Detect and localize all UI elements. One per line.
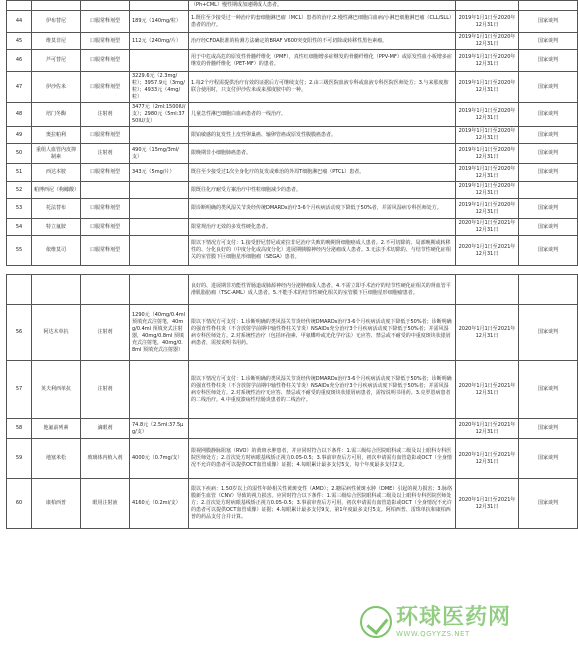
remark-cell: 国家谈判 <box>519 479 578 529</box>
payment-scope-cell: 限以下情况方可支付：1.诊断明确的类风湿关节炎经传统DMARDs治疗3-6个月疾病活动度下降低于50%者；诊断明确的强直性脊柱炎（不含放射学前期中轴性脊柱关节炎）NSAIDs充分治疗3个月疾病活动度下降低于50%者；并需风湿病专科医师处方。2.对系统性治疗（包括环孢素、甲氨蝶呤或光化学疗法）无应答、禁忌或不耐受的中重度斑块状银屑病患者，需按说明书用药。 <box>189 305 456 361</box>
row-number-cell: 46 <box>7 50 32 72</box>
payment-scope-cell: 限铂敏感的复发性上皮性卵巢癌、输卵管癌或原发性腹膜癌患者。 <box>189 127 456 144</box>
dosage-form-cell: 口服常释剂型 <box>81 72 130 103</box>
payment-price-cell: 4160元（0.2ml/支） <box>130 479 189 529</box>
payment-scope-cell: 限以下情况方可支付：1.接受舒尼替尼或索拉非尼治疗失败的晚期肾细胞癌成人患者。2.不可切除的、局部晚期或转移性的、分化良好的（中度分化或高度分化）进展期胰腺神经内分泌瘤成人患者。3.无法手术切除的、与结节性硬化症相关的室管膜下巨细胞星形细胞瘤（SEGA）患者。 <box>189 236 456 266</box>
row-number-cell: 44 <box>7 11 32 33</box>
table-row <box>7 11 578 33</box>
payment-price-cell: 4000元（0.7mg/支） <box>130 439 189 479</box>
remark-cell: 国家谈判 <box>519 11 578 33</box>
dosage-form-cell <box>81 182 130 199</box>
dosage-form-cell: 口服常释剂型 <box>81 50 130 72</box>
remark-cell <box>519 182 578 199</box>
payment-scope-cell: 限既往化疗耐受方案治疗中性粒细胞减少的患者。 <box>189 182 456 199</box>
agreement-term-cell: 2020年1月1日至2021年12月31日 <box>456 219 519 236</box>
table-row <box>7 305 578 361</box>
watermark <box>360 606 536 640</box>
dosage-form-cell <box>81 275 130 305</box>
drug-name-cell: 他氟前列素 <box>32 419 81 439</box>
payment-price-cell <box>130 50 189 72</box>
remark-cell: 国家谈判 <box>519 127 578 144</box>
table-row <box>7 199 578 219</box>
dosage-form-cell: 注射剂 <box>81 144 130 164</box>
drug-name-cell: 帕博西尼（枸橼酸） <box>32 182 81 199</box>
table-row <box>7 479 578 529</box>
payment-price-cell: 1290元（40mg/0.4ml 预填充式注射笔，40mg/0.4ml 预填充式注射器，40mg/0.8ml 预填充式注射笔，40mg/0.8ml 预填充式注射器） <box>130 305 189 361</box>
remark-cell <box>519 275 578 305</box>
remark-cell: 国家谈判 <box>519 144 578 164</box>
remark-cell: 国家谈判 <box>519 419 578 439</box>
payment-price-cell <box>130 275 189 305</box>
agreement-term-cell: 2019年1月1日至2020年12月31日 <box>456 127 519 144</box>
row-number-cell: 58 <box>7 419 32 439</box>
table-row <box>7 33 578 50</box>
table-row <box>7 219 578 236</box>
payment-scope-cell: 儿童急性淋巴细胞白血病患者的一线治疗。 <box>189 103 456 127</box>
table-row <box>7 439 578 479</box>
agreement-term-cell: 2019年1月1日至2020年12月31日 <box>456 164 519 182</box>
row-number-cell: 48 <box>7 103 32 127</box>
remark-cell: 国家谈判 <box>519 72 578 103</box>
row-number-cell: 54 <box>7 219 32 236</box>
payment-scope-cell: 1.既往至少接受过一种治疗的套细胞淋巴瘤（MCL）患者的治疗;2.慢性淋巴细胞白血病/小淋巴细胞淋巴瘤（CLL/SLL）患者的治疗。 <box>189 11 456 33</box>
table-row <box>7 164 578 182</box>
drug-name-cell: 芦可替尼 <box>32 50 81 72</box>
agreement-term-cell: 2020年1月1日至2021年12月31日 <box>456 361 519 419</box>
dosage-form-cell: 口服常释剂型 <box>81 127 130 144</box>
agreement-term-cell: 2020年1月1日至2021年12月31日 <box>456 479 519 529</box>
remark-cell <box>519 1 578 11</box>
drug-name-cell: 重组人血管内皮抑制素 <box>32 144 81 164</box>
agreement-term-cell <box>456 275 519 305</box>
payment-price-cell: 189元（140mg/粒） <box>130 11 189 33</box>
payment-scope-cell: 治疗经CFDA批准的检测方法确定的BRAF V600突变阳性的不可切除或转移性黑色素瘤。 <box>189 33 456 50</box>
remark-cell: 国家谈判 <box>519 219 578 236</box>
agreement-term-cell: 2020年1月1日至2021年12月31日 <box>456 439 519 479</box>
payment-price-cell: 3477元（2ml:1500IU/支）；2980元（5ml:3750IU/支） <box>130 103 189 127</box>
table-row <box>7 50 578 72</box>
table-row <box>7 419 578 439</box>
document-page <box>6 0 558 646</box>
table-row <box>7 144 578 164</box>
payment-price-cell <box>130 182 189 199</box>
agreement-term-cell: 2020年1月1日至2021年12月31日 <box>456 419 519 439</box>
dosage-form-cell: 注射剂 <box>81 305 130 361</box>
watermark-text: 环球医药网 <box>396 605 512 630</box>
drug-name-cell: 维莫非尼 <box>32 33 81 50</box>
payment-scope-cell: 既往至少接受过1次全身化疗的复发或难治的外周T细胞淋巴瘤（PTCL）患者。 <box>189 164 456 182</box>
payment-scope-cell: 限晚期非小细胞肺癌患者。 <box>189 144 456 164</box>
drug-name-cell: 奥拉帕利 <box>32 127 81 144</box>
agreement-term-cell: 2019年1月1日至2020年12月31日 <box>456 103 519 127</box>
remark-cell: 国家谈判 <box>519 305 578 361</box>
agreement-term-cell: 2020年1月1日至2021年12月31日 <box>456 305 519 361</box>
drug-table-bottom <box>6 274 578 529</box>
row-number-cell: 51 <box>7 164 32 182</box>
payment-price-cell <box>130 1 189 11</box>
watermark-logo-icon <box>360 606 392 638</box>
row-number-cell <box>7 1 32 11</box>
drug-name-cell: 伊布替尼 <box>32 11 81 33</box>
dosage-form-cell: 口服常释剂型 <box>81 199 130 219</box>
table-row <box>7 103 578 127</box>
row-number-cell: 47 <box>7 72 32 103</box>
agreement-term-cell <box>456 1 519 11</box>
drug-name-cell: 特立氟胺 <box>32 219 81 236</box>
row-number-cell: 49 <box>7 127 32 144</box>
remark-cell: 国家谈判 <box>519 33 578 50</box>
payment-price-cell <box>130 127 189 144</box>
table-row <box>7 236 578 266</box>
payment-scope-cell: 限诊断明确的类风湿关节炎经传统DMARDs治疗3-6个月疾病活动度下降低于50%者，并需风湿病专科医师处方。 <box>189 199 456 219</box>
payment-price-cell: 112元（240mg/片） <box>130 33 189 50</box>
dosage-form-cell: 口服常释剂型 <box>81 11 130 33</box>
row-number-cell: 45 <box>7 33 32 50</box>
table-row <box>7 1 578 11</box>
payment-scope-cell: 限常规治疗无效的多发性硬化患者。 <box>189 219 456 236</box>
agreement-term-cell: 2019年1月1日至2020年12月31日 <box>456 50 519 72</box>
row-number-cell: 56 <box>7 305 32 361</box>
dosage-form-cell: 口服常释剂型 <box>81 164 130 182</box>
table-row <box>7 182 578 199</box>
payment-scope-cell: 限以下情况方可支付：1.诊断明确的类风湿关节炎经传统DMARDs治疗3-6个月疾病活动度下降低于50%者；诊断明确的强直性脊柱炎（不含放射学前期中轴性脊柱关节炎）NSAIDs充分治疗3个月疾病活动度下降低于50%者；并需风湿病专科医师处方。2.对系统性治疗无应答、禁忌或不耐受的重度斑块状银屑病患者，需按说明书用药。3.克罗恩病患者的二线治疗。4.中重度溃疡性结肠炎患者的二线治疗。 <box>189 361 456 419</box>
payment-price-cell: 74.8元（2.5ml:37.5μg/支） <box>130 419 189 439</box>
drug-name-cell: 康柏西普 <box>32 479 81 529</box>
payment-scope-cell <box>189 419 456 439</box>
payment-price-cell: 3229.6元（2.3mg/粒）；3957.9元（3mg/粒）；4933元（4mg/粒） <box>130 72 189 103</box>
dosage-form-cell <box>81 1 130 11</box>
row-number-cell: 52 <box>7 182 32 199</box>
payment-scope-cell: 用于中危或高危的原发性骨髓纤维化（PMF），真性红细胞增多症继发的骨髓纤维化（PPV-MF）或原发性血小板增多症继发的骨髓纤维化（PET-MF）的患者。 <box>189 50 456 72</box>
row-number-cell: 57 <box>7 361 32 419</box>
row-number-cell: 50 <box>7 144 32 164</box>
payment-price-cell <box>130 236 189 266</box>
table-row <box>7 127 578 144</box>
row-number-cell <box>7 275 32 305</box>
payment-scope-cell: 限视网膜静脉阻塞（RVO）的黄斑水肿患者，并应同时符合以下条件：1.需三级综合医院眼科或二级及以上眼科专科医院医师处方；2.首次处方时病眼基线矫正视力0.05-0.5；3.事前审查后方可用，初次申请需有血管造影或OCT（全身情况不允许的患者可以提供OCT血管成像）证据；4.每眼累计最多支付5支，每个年度最多支付2支。 <box>189 439 456 479</box>
agreement-term-cell: 2020年1月1日至2021年12月31日 <box>456 236 519 266</box>
table-row <box>7 361 578 419</box>
agreement-term-cell: 2019年1月1日至2020年12月31日 <box>456 33 519 50</box>
payment-scope-cell: 良好的、进展期非功能性胃肠道或肺源神经内分泌肿瘤成人患者。4.不需立即手术治疗的结节性硬化症相关的肾血管平滑肌脂肪瘤（TSC-AML）成人患者。5.不能手术的结节性硬化相关的室管膜下巨细胞星形细胞瘤患者。 <box>189 275 456 305</box>
payment-price-cell <box>130 219 189 236</box>
drug-name-cell: 英夫利西单抗 <box>32 361 81 419</box>
row-number-cell: 60 <box>7 479 32 529</box>
remark-cell: 国家谈判 <box>519 439 578 479</box>
agreement-term-cell: 2019年1月1日至2020年12月31日 <box>456 182 519 199</box>
drug-name-cell: 西达本胺 <box>32 164 81 182</box>
dosage-form-cell: 滴眼剂 <box>81 419 130 439</box>
drug-name-cell: 阿达木单抗 <box>32 305 81 361</box>
watermark-url: WWW.QGYYZS.NET <box>396 630 470 638</box>
dosage-form-cell: 注射剂 <box>81 103 130 127</box>
dosage-form-cell: 眼用注射液 <box>81 479 130 529</box>
table-row <box>7 275 578 305</box>
page-break <box>6 266 542 274</box>
payment-scope-cell: （Ph+CML）慢性期成加速期成人患者。 <box>189 1 456 11</box>
row-number-cell: 53 <box>7 199 32 219</box>
drug-table-top <box>6 0 578 266</box>
agreement-term-cell: 2019年1月1日至2020年12月31日 <box>456 199 519 219</box>
payment-price-cell <box>130 361 189 419</box>
dosage-form-cell: 玻璃体内植入剂 <box>81 439 130 479</box>
agreement-term-cell: 2019年1月1日至2020年12月31日 <box>456 144 519 164</box>
payment-price-cell <box>130 199 189 219</box>
remark-cell: 国家谈判 <box>519 164 578 182</box>
drug-name-cell <box>32 1 81 11</box>
drug-name-cell: 培门冬酶 <box>32 103 81 127</box>
payment-price-cell: 343元（5mg/片） <box>130 164 189 182</box>
drug-name-cell: 依维莫司 <box>32 236 81 266</box>
remark-cell: 国家谈判 <box>519 199 578 219</box>
drug-name-cell: 伊沙佐米 <box>32 72 81 103</box>
remark-cell: 国家谈判 <box>519 50 578 72</box>
payment-scope-cell: 1.每2个疗程需提供治疗有效的证据后方可继续支付；2.由三级医院血液专科或血液专科医院医师处方；3.与来那度胺联合使用时，只支付伊沙佐米或来那度胺中的一种。 <box>189 72 456 103</box>
agreement-term-cell: 2019年1月1日至2020年12月31日 <box>456 11 519 33</box>
remark-cell: 国家谈判 <box>519 361 578 419</box>
drug-name-cell <box>32 275 81 305</box>
dosage-form-cell: 口服常释剂型 <box>81 236 130 266</box>
drug-name-cell: 托法替布 <box>32 199 81 219</box>
drug-name-cell: 地塞米松 <box>32 439 81 479</box>
dosage-form-cell: 注射剂 <box>81 361 130 419</box>
remark-cell: 国家谈判 <box>519 103 578 127</box>
remark-cell: 国家谈判 <box>519 236 578 266</box>
agreement-term-cell: 2019年1月1日至2020年12月31日 <box>456 72 519 103</box>
dosage-form-cell: 口服常释剂型 <box>81 219 130 236</box>
table-row <box>7 72 578 103</box>
dosage-form-cell: 口服常释剂型 <box>81 33 130 50</box>
payment-scope-cell: 限以下疾病：1.50岁以上的湿性年龄相关性黄斑变性（AMD）；2.糖尿病性黄斑水肿（DME）引起的视力损害；3.脉络膜新生血管（CNV）导致的视力损害。应同时符合以下条件：1.需三级综合医院眼科或二级及以上眼科专科医院医师处方；2.首次处方时病眼基线矫正视力0.05-0.5；3.事前审查后方可用，初次申请需有血管造影或OCT（全身情况不允许的患者可以提供OCT血管成像）证据；4.每眼累计最多支付9支，第1年度最多支付5支。阿柏西普、雷珠单抗和康柏西普的药品支付合并计算。 <box>189 479 456 529</box>
row-number-cell: 59 <box>7 439 32 479</box>
row-number-cell: 55 <box>7 236 32 266</box>
payment-price-cell: 490元（15mg/3ml/支） <box>130 144 189 164</box>
